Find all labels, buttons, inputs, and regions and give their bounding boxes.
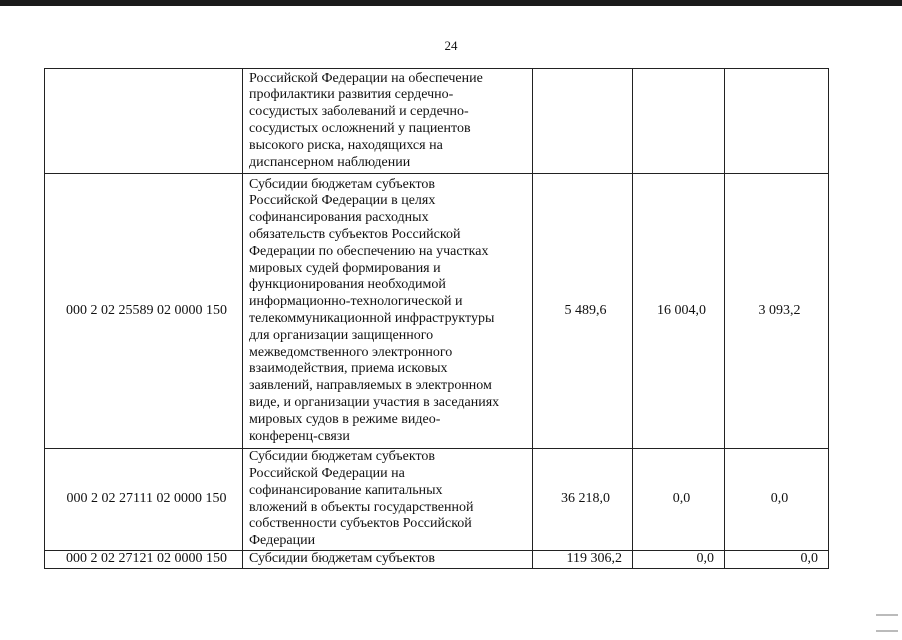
description-line: вложений в объекты государственной — [249, 499, 474, 515]
budget-code-cell: 000 2 02 27111 02 0000 150 — [45, 449, 243, 551]
description-line: мировых судов в режиме видео- — [249, 411, 441, 427]
value-cell-year-3: 3 093,2 — [725, 174, 829, 449]
description-line: Российской Федерации на — [249, 465, 405, 481]
description-line: телекоммуникационной инфраструктуры — [249, 311, 495, 326]
description-line: для организации защищенного — [249, 327, 434, 343]
value-cell-year-2 — [633, 69, 725, 174]
description-line: софинансирования расходных — [249, 210, 429, 226]
description-line: обязательств субъектов Российской — [249, 227, 461, 243]
value-cell-year-3 — [725, 69, 829, 174]
page-number: 24 — [444, 38, 458, 53]
value-cell-year-1: 5 489,6 — [533, 174, 633, 449]
table-row — [45, 69, 829, 174]
description-line: Российской Федерации в целях — [249, 193, 436, 209]
description-line: высокого риска, находящихся на — [249, 137, 443, 153]
value-cell-year-1: 36 218,0 — [533, 449, 633, 551]
description-line: собственности субъектов Российской — [249, 516, 472, 532]
budget-table — [44, 68, 829, 569]
description-cell — [243, 174, 533, 449]
value-cell-year-3: 0,0 — [725, 551, 829, 569]
budget-code-cell — [45, 69, 243, 174]
description-line: Федерации — [249, 533, 316, 549]
description-line: софинансирование капитальных — [249, 482, 443, 498]
description-cell — [243, 449, 533, 551]
description-line: Субсидии бюджетам субъектов — [249, 176, 436, 192]
description-line: Российской Федерации на обеспечение — [249, 70, 483, 86]
description-line: Субсидии бюджетам субъектов — [249, 551, 436, 566]
table-row — [45, 174, 829, 449]
description-line: Субсидии бюджетам субъектов — [249, 449, 436, 465]
description-line: диспансерном наблюдении — [249, 154, 411, 170]
budget-table-body — [45, 69, 829, 569]
page-top-border — [0, 0, 902, 6]
budget-code-cell: 000 2 02 27121 02 0000 150 — [45, 551, 243, 569]
table-row — [45, 551, 829, 569]
value-cell-year-3: 0,0 — [725, 449, 829, 551]
description-line: информационно-технологической и — [249, 294, 463, 310]
scan-edge-mark — [876, 614, 898, 616]
description-line: межведомственного электронного — [249, 344, 453, 360]
description-line: профилактики развития сердечно- — [249, 87, 454, 103]
value-cell-year-2: 0,0 — [633, 449, 725, 551]
description-line: функционирования необходимой — [249, 277, 446, 293]
description-line: мировых судей формирования и — [249, 260, 441, 276]
table-row — [45, 449, 829, 551]
value-cell-year-2: 16 004,0 — [633, 174, 725, 449]
budget-code-cell: 000 2 02 25589 02 0000 150 — [45, 174, 243, 449]
description-line: виде, и организации участия в заседаниях — [249, 394, 500, 410]
description-line: взаимодействия, приема исковых — [249, 361, 448, 377]
description-line: конференц-связи — [249, 428, 350, 444]
description-line: сосудистых осложнений у пациентов — [249, 121, 471, 136]
description-line: заявлений, направляемых в электронном — [249, 378, 492, 394]
description-cell — [243, 551, 533, 569]
description-cell — [243, 69, 533, 174]
value-cell-year-2: 0,0 — [633, 551, 725, 569]
scan-edge-mark — [876, 630, 898, 632]
value-cell-year-1: 119 306,2 — [533, 551, 633, 569]
value-cell-year-1 — [533, 69, 633, 174]
description-line: Федерации по обеспечению на участках — [249, 243, 489, 259]
description-line: сосудистых заболеваний и сердечно- — [249, 104, 469, 120]
